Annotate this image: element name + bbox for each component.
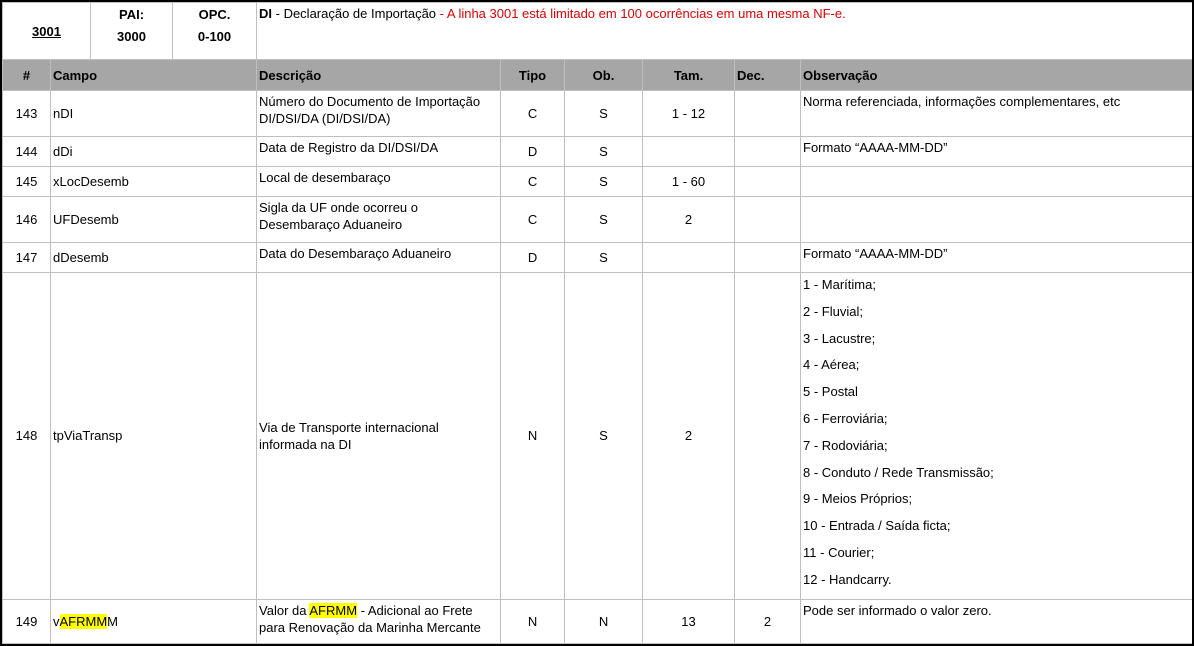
table-row [3,91,1193,137]
row-num: 147 [3,243,51,273]
campo-suffix: M [107,613,119,629]
row-descricao: Local de desembaraço [257,167,501,197]
row-campo: UFDesemb [51,197,257,243]
descricao-suffix: - Adicional ao Frete para Renovação da Marinha Mercante [259,602,481,635]
group-id: 3001 [3,3,91,60]
row-dec: 2 [735,599,801,643]
row-descricao: Sigla da UF onde ocorreu o Desembaraço Aduaneiro [257,197,501,243]
table-row [3,197,1193,243]
list-item: 11 - Courier; [803,544,875,560]
table-row [3,167,1193,197]
row-dec [735,197,801,243]
list-item: 2 - Fluvial; [803,303,863,319]
row-tam: 1 - 12 [643,91,735,137]
pai-cell [91,3,173,60]
row-num: 143 [3,91,51,137]
row-tipo: C [501,91,565,137]
list-item: 12 - Handcarry. [803,571,892,587]
row-descricao: Número do Documento de Importação DI/DSI/DA (DI/DSI/DA) [257,91,501,137]
table-row [3,599,1193,643]
row-observacao: Formato “AAAA-MM-DD” [801,243,1193,273]
row-tipo: C [501,197,565,243]
row-num: 145 [3,167,51,197]
row-campo: tpViaTransp [51,273,257,600]
table-row [3,273,1193,600]
row-num: 148 [3,273,51,600]
list-item: 5 - Postal [803,384,858,400]
row-tam [643,243,735,273]
row-descricao [257,599,501,643]
row-ob: N [565,599,643,643]
row-observacao: Formato “AAAA-MM-DD” [801,137,1193,167]
list-item: 9 - Meios Próprios; [803,491,913,507]
row-dec [735,273,801,600]
row-campo: dDi [51,137,257,167]
row-dec [735,167,801,197]
col-dec: Dec. [735,60,801,91]
row-observacao [801,167,1193,197]
row-num: 146 [3,197,51,243]
row-observacao [801,273,1193,600]
column-header-row [3,60,1193,91]
row-num: 144 [3,137,51,167]
row-ob: S [565,167,643,197]
list-item: 3 - Lacustre; [803,330,876,346]
row-campo: xLocDesemb [51,167,257,197]
list-item: 8 - Conduto / Rede Transmissão; [803,464,994,480]
row-tipo: D [501,137,565,167]
group-title-code: DI [259,6,273,21]
row-descricao: Data de Registro da DI/DSI/DA [257,137,501,167]
spec-table [2,2,1193,644]
col-campo: Campo [51,60,257,91]
row-tipo: D [501,243,565,273]
row-num: 149 [3,599,51,643]
row-tam: 1 - 60 [643,167,735,197]
row-tipo: C [501,167,565,197]
list-item: 10 - Entrada / Saída ficta; [803,518,951,534]
group-title [257,3,1193,60]
descricao-highlight: AFRMM [309,602,358,618]
campo-prefix: v [53,613,60,629]
row-ob: S [565,197,643,243]
col-observacao: Observação [801,60,1193,91]
table-row [3,243,1193,273]
row-ob: S [565,137,643,167]
row-observacao: Pode ser informado o valor zero. [801,599,1193,643]
row-observacao: Norma referenciada, informações complementares, etc [801,91,1193,137]
row-dec [735,137,801,167]
row-dec [735,91,801,137]
row-dec [735,243,801,273]
group-header-row [3,3,1193,60]
pai-value: 3000 [117,29,146,44]
row-campo: dDesemb [51,243,257,273]
row-tipo: N [501,273,565,600]
row-tam: 13 [643,599,735,643]
opc-label: OPC. [198,7,231,22]
col-tam: Tam. [643,60,735,91]
list-item: 1 - Marítima; [803,277,876,292]
table-row [3,137,1193,167]
col-tipo: Tipo [501,60,565,91]
row-descricao: Via de Transporte internacional informada na DI [257,273,501,600]
row-campo [51,599,257,643]
row-tam [643,137,735,167]
row-observacao [801,197,1193,243]
pai-label: PAI: [118,7,145,22]
row-tam: 2 [643,273,735,600]
opc-cell [173,3,257,60]
row-ob: S [565,243,643,273]
group-title-note: - A linha 3001 está limitado em 100 ocorrências em uma mesma NF-e. [436,6,846,21]
row-ob: S [565,273,643,600]
row-tipo: N [501,599,565,643]
list-item: 4 - Aérea; [803,357,860,373]
col-ob: Ob. [565,60,643,91]
row-ob: S [565,91,643,137]
descricao-prefix: Valor da [259,602,310,618]
campo-highlight: AFRMM [59,613,108,629]
opc-value: 0-100 [197,29,232,44]
group-title-text: - Declaração de Importação [272,6,437,21]
col-descricao: Descrição [257,60,501,91]
list-item: 7 - Rodoviária; [803,437,888,453]
list-item: 6 - Ferroviária; [803,410,888,426]
row-campo: nDI [51,91,257,137]
row-descricao: Data do Desembaraço Aduaneiro [257,243,501,273]
row-tam: 2 [643,197,735,243]
col-num: # [3,60,51,91]
